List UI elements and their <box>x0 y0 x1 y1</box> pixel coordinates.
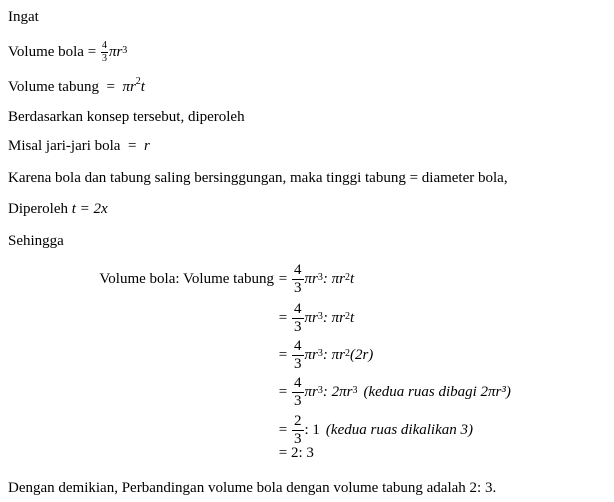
variable-t: t <box>140 79 145 95</box>
fraction-denominator: 3 <box>294 430 302 447</box>
fraction-numerator: 4 <box>294 261 302 278</box>
term: : 1 <box>304 421 320 438</box>
fraction-denominator: 3 <box>101 52 107 64</box>
text-berdasarkan: Berdasarkan konsep tersebut, diperoleh <box>8 109 245 125</box>
fraction <box>292 263 304 296</box>
term: : πr <box>322 270 345 287</box>
equation-rhs: $\frac{4}{3}$ πr $^3$ : πr $^2$ t <box>294 300 355 335</box>
term: (2r) <box>349 346 374 363</box>
formula-volume-bola: Volume bola = $\frac{4}{3}$ πr $^3$ <box>8 39 128 64</box>
equals-sign: = <box>124 138 141 154</box>
equals-sign: = <box>278 444 288 461</box>
formula-volume-tabung <box>8 78 145 96</box>
text-karena: Karena bola dan tabung saling bersinggungan, maka tinggi tabung = diameter bola, <box>8 170 508 186</box>
fraction-numerator: 4 <box>294 337 302 354</box>
text-kesimpulan: Dengan demikian, Perbandingan volume bola dengan volume tabung adalah 2: 3. <box>8 480 497 496</box>
equals-sign: = <box>278 346 288 363</box>
t-equation: t = 2x <box>71 201 108 217</box>
variable-r: r <box>143 138 150 154</box>
term: πr <box>304 270 318 287</box>
text-diperoleh <box>8 200 108 218</box>
exponent: 2 <box>135 76 141 87</box>
pi-r: πr <box>122 79 136 95</box>
term: πr <box>304 309 318 326</box>
term: πr <box>304 383 318 400</box>
equation-lhs: Volume bola: Volume tabung <box>99 270 274 287</box>
equals-sign: = <box>102 79 119 95</box>
fraction-numerator: 4 <box>294 300 302 317</box>
fraction <box>292 376 304 409</box>
equation-rhs: $\frac{4}{3}$ πr $^3$ : 2πr $^3$ (kedua ruas dibagi 2πr³) <box>294 374 511 409</box>
term: : πr <box>322 346 345 363</box>
fraction-4-3 <box>101 41 108 64</box>
term: πr <box>304 346 318 363</box>
equation-rhs: $\frac{4}{3}$ πr $^3$ : πr $^2$ (2r) <box>294 337 374 372</box>
annotation-note: (kedua ruas dibagi 2πr³) <box>363 383 511 400</box>
fraction <box>292 302 304 335</box>
term: t <box>349 270 355 287</box>
fraction <box>292 339 304 372</box>
term: : πr <box>322 309 345 326</box>
fraction-denominator: 3 <box>294 392 302 409</box>
fraction-numerator: 4 <box>101 39 107 51</box>
fraction-denominator: 3 <box>294 318 302 335</box>
equals-sign: = <box>83 44 100 60</box>
volume-bola-label: Volume bola <box>8 44 84 60</box>
pi-r: πr <box>108 44 123 60</box>
term: : 2πr <box>322 383 353 400</box>
fraction <box>292 414 304 447</box>
text-ingat: Ingat <box>8 9 39 25</box>
text-sehingga: Sehingga <box>8 233 64 249</box>
equation-rhs <box>291 414 473 447</box>
text-misal <box>8 137 150 155</box>
fraction-numerator: 2 <box>294 412 302 429</box>
misal-label: Misal jari-jari bola <box>8 138 121 154</box>
fraction-numerator: 4 <box>294 374 302 391</box>
equation-final-value: 2: 3 <box>291 444 314 461</box>
equals-sign: = <box>278 421 288 438</box>
equals-sign: = <box>278 270 288 287</box>
equation-rhs: $\frac{4}{3}$ πr $^3$ : πr $^2$ t <box>294 261 355 296</box>
volume-tabung-label: Volume tabung <box>8 79 99 95</box>
equals-sign: = <box>278 309 288 326</box>
fraction-denominator: 3 <box>294 279 302 296</box>
fraction-denominator: 3 <box>294 355 302 372</box>
equals-sign: = <box>278 383 288 400</box>
diperoleh-label: Diperoleh <box>8 201 68 217</box>
annotation-note: (kedua ruas dikalikan 3) <box>325 421 473 438</box>
term: t <box>349 309 355 326</box>
